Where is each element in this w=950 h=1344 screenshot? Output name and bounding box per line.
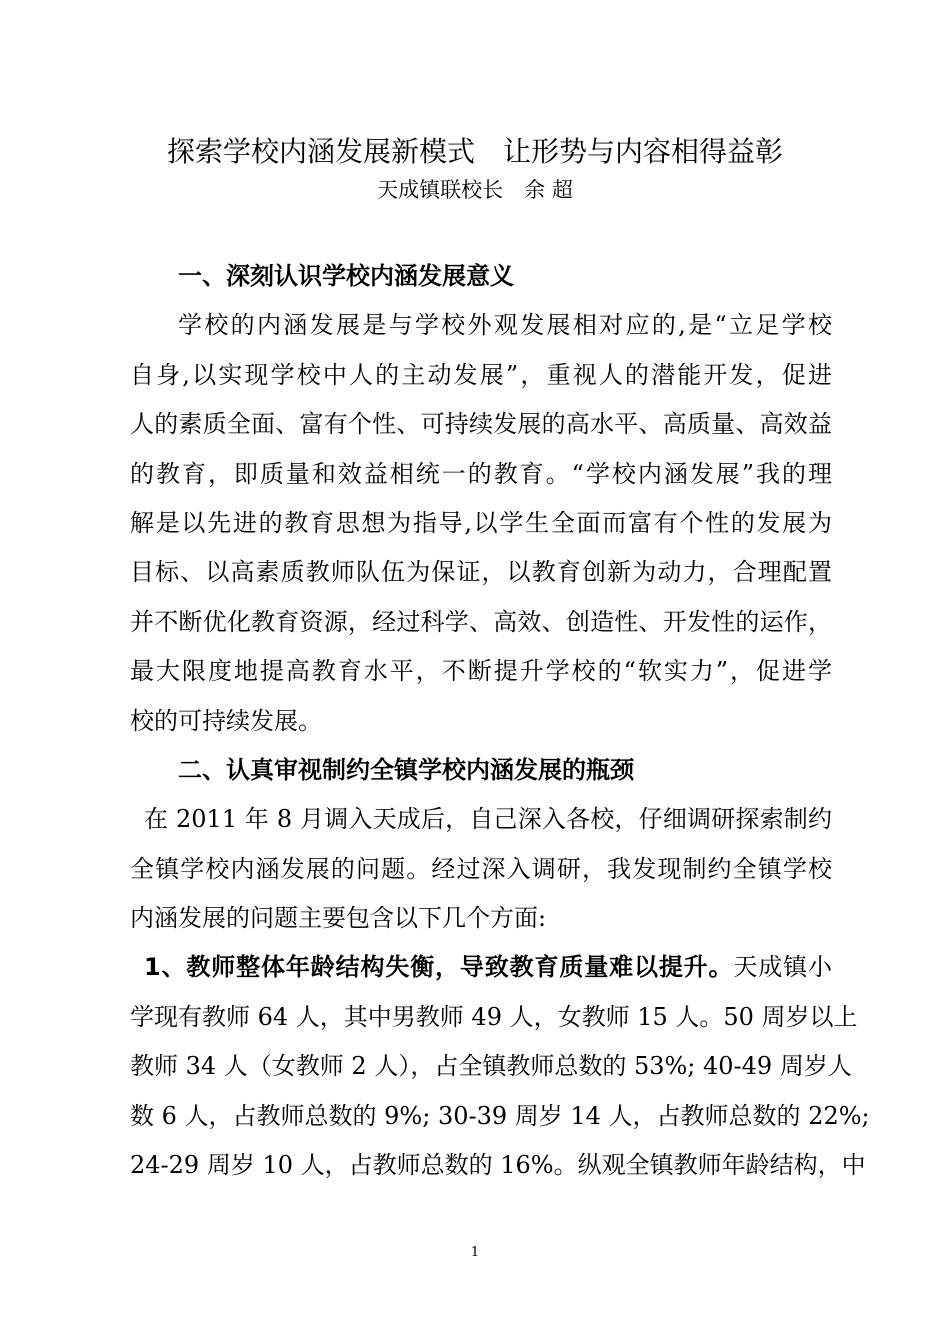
- document-body: [130, 252, 870, 1190]
- paragraph-line: 的教育，即质量和效益相统一的教育。“学校内涵发展”我的理: [130, 459, 832, 488]
- paragraph-line: 学校的内涵发展是与学校外观发展相对应的,是“立足学校: [178, 311, 832, 340]
- paragraph-line: 目标、以高素质教师队伍为保证，以教育创新为动力，合理配置: [130, 558, 832, 587]
- paragraph-line: 学现有教师 64 人，其中男教师 49 人，女教师 15 人。50 周岁以上: [130, 1002, 858, 1031]
- paragraph-line: 校的可持续发展。: [130, 706, 322, 735]
- paragraph-line: 人的素质全面、富有个性、可持续发展的高水平、高质量、高效益: [130, 410, 832, 439]
- section-heading-1: 一、深刻认识学校内涵发展意义: [178, 262, 514, 290]
- paragraph-line: 并不断优化教育资源，经过科学、高效、创造性、开发性的运作，: [130, 607, 832, 636]
- section-heading-2: 二、认真审视制约全镇学校内涵发展的瓶颈: [178, 755, 634, 784]
- paragraph-line: 解是以先进的教育思想为指导,以学生全面而富有个性的发展为: [130, 508, 832, 537]
- paragraph-line: 自身,以实现学校中人的主动发展”，重视人的潜能开发，促进: [130, 360, 832, 389]
- paragraph-line: 24-29 周岁 10 人，占教师总数的 16%。纵观全镇教师年龄结构，中: [130, 1151, 866, 1180]
- point-1-text: 天成镇小: [733, 953, 832, 982]
- point-1-heading: 1、教师整体年龄结构失衡，导致教育质量难以提升。: [144, 953, 734, 982]
- paragraph-line: 在 2011 年 8 月调入天成后，自己深入各校，仔细调研探索制约: [144, 805, 832, 834]
- paragraph-line: 全镇学校内涵发展的问题。经过深入调研，我发现制约全镇学校: [130, 854, 832, 883]
- paragraph-line: 最大限度地提高教育水平，不断提升学校的“软实力”，促进学: [130, 657, 832, 686]
- paragraph-line: 内涵发展的问题主要包含以下几个方面:: [130, 904, 547, 933]
- point-1-first-line: [130, 943, 832, 992]
- document-title: 探索学校内涵发展新模式 让形势与内容相得益彰: [166, 135, 783, 168]
- paragraph-line: 数 6 人，占教师总数的 9%; 30-39 周岁 14 人，占教师总数的 22%;: [130, 1101, 870, 1130]
- paragraph-line: 教师 34 人（女教师 2 人），占全镇教师总数的 53%; 40-49 周岁人: [130, 1052, 852, 1081]
- page-number: 1: [470, 1245, 480, 1260]
- document-author: 天成镇联校长 余 超: [377, 178, 573, 202]
